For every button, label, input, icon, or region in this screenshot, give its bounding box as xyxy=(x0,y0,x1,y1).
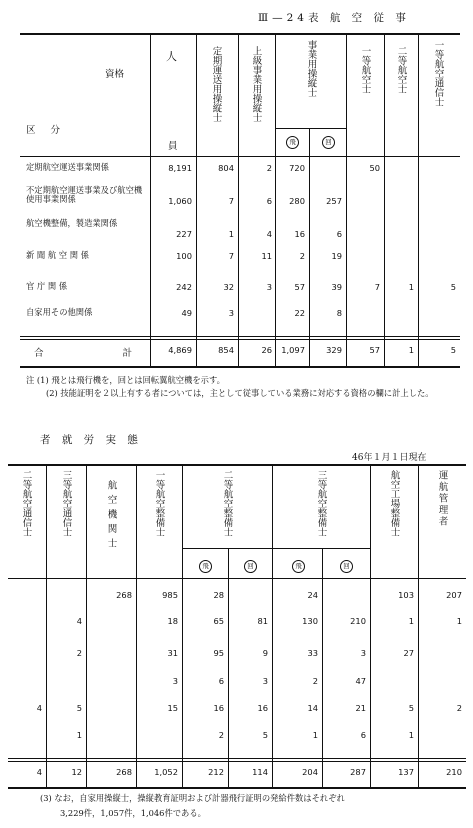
rotorcraft-circle-icon: 回 xyxy=(244,560,257,573)
total-cell: 287 xyxy=(350,767,366,777)
row-label: 新 聞 航 空 関 係 xyxy=(26,250,89,260)
total-cell: 26 xyxy=(261,345,272,355)
table-cell: 6 xyxy=(266,196,272,206)
col-header-kojo-seibi: 航空工場整備士 xyxy=(388,470,400,537)
table-cell: 19 xyxy=(331,251,342,261)
table-cell: 16 xyxy=(213,703,224,713)
bottom-top-rule xyxy=(8,464,466,466)
table-cell: 6 xyxy=(218,676,224,686)
table-cell: 3 xyxy=(172,676,178,686)
total-cell: 5 xyxy=(450,345,456,355)
table-cell: 280 xyxy=(289,196,305,206)
table-cell: 2 xyxy=(218,730,224,740)
table-cell: 242 xyxy=(176,282,192,292)
col-divider xyxy=(86,464,87,787)
subheader-rule xyxy=(182,548,370,549)
col-header-nitou-seibi: 二等航空整備士 xyxy=(221,470,233,537)
table-cell: 16 xyxy=(257,703,268,713)
total-cell: 57 xyxy=(369,345,380,355)
total-cell: 1,052 xyxy=(154,767,178,777)
col-header-jigyo: 事業用操縦士 xyxy=(305,40,317,97)
total-cell: 212 xyxy=(208,767,224,777)
row-label: 不定期航空運送事業及び航空機使用事業関係 xyxy=(26,185,143,204)
bottom-total-rule-1 xyxy=(8,758,466,759)
row-header-bottom: 区 分 xyxy=(26,125,67,136)
table-cell: 14 xyxy=(307,703,318,713)
header-rule xyxy=(20,156,460,157)
table-cell: 1 xyxy=(228,229,234,239)
note-2: (2) 技能証明を２以上有する者については，主として従事している業務に対応する資格の欄に計上した。 xyxy=(46,388,434,398)
table-cell: 18 xyxy=(167,616,178,626)
table-cell: 985 xyxy=(162,590,178,600)
table-cell: 1 xyxy=(408,730,414,740)
table-cell: 103 xyxy=(398,590,414,600)
table-cell: 1 xyxy=(408,282,414,292)
table-cell: 22 xyxy=(294,308,305,318)
total-cell: 210 xyxy=(446,767,462,777)
col-header-santou-seibi: 三等航空整備士 xyxy=(315,470,327,537)
col-header-ittou-tsushin: 一等航空通信士 xyxy=(432,40,444,107)
col-divider xyxy=(182,464,183,787)
table-cell: 9 xyxy=(262,648,268,658)
col-people-top: 人 xyxy=(166,50,177,63)
top-rule xyxy=(20,33,460,35)
table-cell: 130 xyxy=(302,616,318,626)
total-cell: 268 xyxy=(116,767,132,777)
col-divider xyxy=(322,548,323,787)
airplane-circle-icon: 飛 xyxy=(286,136,299,149)
col-header-nitou-koku: 二等航空士 xyxy=(395,46,407,94)
table-cell: 804 xyxy=(218,163,234,173)
table-cell: 210 xyxy=(350,616,366,626)
total-cell: 114 xyxy=(252,767,268,777)
col-header-nitou-tsushin: 二等航空通信士 xyxy=(20,470,32,537)
table-cell: 2 xyxy=(456,703,462,713)
total-cell: 1,097 xyxy=(281,345,305,355)
col-header-ittou-koku: 一等航空士 xyxy=(359,46,371,94)
total-cell: 4,869 xyxy=(168,345,192,355)
subheader-rule xyxy=(275,128,346,129)
table-cell: 257 xyxy=(326,196,342,206)
table-cell: 32 xyxy=(223,282,234,292)
table-cell: 7 xyxy=(228,196,234,206)
col-divider xyxy=(346,33,347,366)
table-cell: 100 xyxy=(176,251,192,261)
note-1: 注 (1) 飛とは飛行機を，回とは回転翼航空機を示す。 xyxy=(26,375,225,385)
table-cell: 2 xyxy=(266,163,272,173)
table-cell: 33 xyxy=(307,648,318,658)
col-divider xyxy=(136,464,137,787)
row-label: 官 庁 関 係 xyxy=(26,281,68,291)
table-cell: 4 xyxy=(36,703,42,713)
total-cell: 854 xyxy=(218,345,234,355)
bottom-bottom-rule xyxy=(8,787,466,789)
table-cell: 5 xyxy=(76,703,82,713)
table-cell: 1 xyxy=(312,730,318,740)
table-cell: 28 xyxy=(213,590,224,600)
total-cell: 137 xyxy=(398,767,414,777)
col-header-santou-tsushin: 三等航空通信士 xyxy=(60,470,72,537)
table-cell: 21 xyxy=(355,703,366,713)
rotorcraft-circle-icon: 回 xyxy=(340,560,353,573)
col-header-kikanshi: 航空機関士 xyxy=(105,480,117,553)
table-cell: 7 xyxy=(228,251,234,261)
airplane-circle-icon: 飛 xyxy=(292,560,305,573)
col-divider xyxy=(370,464,371,787)
table-cell: 1 xyxy=(456,616,462,626)
col-divider xyxy=(384,33,385,366)
airplane-circle-icon: 飛 xyxy=(199,560,212,573)
col-divider xyxy=(228,548,229,787)
col-header-unko-kanri: 運航管理者 xyxy=(436,470,448,528)
table-cell: 39 xyxy=(331,282,342,292)
bottom-total-rule-2 xyxy=(8,761,466,762)
table-cell: 16 xyxy=(294,229,305,239)
table-cell: 24 xyxy=(307,590,318,600)
col-header-teiki: 定期運送用操縦士 xyxy=(210,46,222,122)
table-cell: 2 xyxy=(312,676,318,686)
col-divider xyxy=(272,464,273,787)
table-cell: 1 xyxy=(76,730,82,740)
col-header-jokyu: 上級事業用操縦士 xyxy=(250,46,262,122)
table-cell: 3 xyxy=(266,282,272,292)
table-cell: 57 xyxy=(294,282,305,292)
row-label: 航空機整備，製造業関係 xyxy=(26,218,118,228)
table-cell: 49 xyxy=(181,308,192,318)
bottom-header-rule xyxy=(8,578,466,579)
table-cell: 15 xyxy=(167,703,178,713)
table-cell: 8 xyxy=(336,308,342,318)
table-cell: 5 xyxy=(450,282,456,292)
total-label: 合 計 xyxy=(34,348,171,359)
table-cell: 3 xyxy=(262,676,268,686)
row-header-top: 資格 xyxy=(105,69,125,80)
total-rule-2 xyxy=(20,339,460,340)
total-rule-1 xyxy=(20,336,460,337)
rotorcraft-circle-icon: 回 xyxy=(322,136,335,149)
table-cell: 6 xyxy=(360,730,366,740)
total-cell: 329 xyxy=(326,345,342,355)
table-cell: 2 xyxy=(299,251,305,261)
col-divider xyxy=(418,464,419,787)
table-cell: 3 xyxy=(360,648,366,658)
total-cell: 204 xyxy=(302,767,318,777)
table-cell: 27 xyxy=(403,648,414,658)
table-cell: 81 xyxy=(257,616,268,626)
table-cell: 5 xyxy=(262,730,268,740)
bottom-rule xyxy=(20,366,460,368)
as-of-date: 46年１月１日現在 xyxy=(352,453,427,463)
table-cell: 31 xyxy=(167,648,178,658)
row-label: 自家用その他関係 xyxy=(26,307,93,317)
total-cell: 4 xyxy=(36,767,42,777)
table-cell: 268 xyxy=(116,590,132,600)
footnote-3b: 3,229件，1,057件，1,046件である。 xyxy=(60,808,206,818)
table-cell: 227 xyxy=(176,229,192,239)
row-label: 定期航空運送事業関係 xyxy=(26,162,109,172)
table-cell: 11 xyxy=(261,251,272,261)
table-cell: 3 xyxy=(228,308,234,318)
table-cell: 4 xyxy=(266,229,272,239)
table-title: Ⅲ—24表 航 空 従 事 xyxy=(258,12,410,24)
table-cell: 720 xyxy=(289,163,305,173)
bottom-title: 者 就 労 実 態 xyxy=(40,434,142,446)
table-cell: 5 xyxy=(408,703,414,713)
table-cell: 1 xyxy=(408,616,414,626)
table-cell: 47 xyxy=(355,676,366,686)
total-cell: 12 xyxy=(71,767,82,777)
table-cell: 8,191 xyxy=(168,163,192,173)
footnote-3a: (3) なお，自家用操縦士，操縦教育証明および計器飛行証明の発給件数はそれぞれ xyxy=(40,793,345,803)
table-cell: 6 xyxy=(336,229,342,239)
table-cell: 65 xyxy=(213,616,224,626)
table-cell: 207 xyxy=(446,590,462,600)
table-cell: 95 xyxy=(213,648,224,658)
col-divider xyxy=(309,128,310,366)
table-cell: 2 xyxy=(76,648,82,658)
total-cell: 1 xyxy=(408,345,414,355)
col-divider xyxy=(418,33,419,366)
table-cell: 4 xyxy=(76,616,82,626)
table-cell: 50 xyxy=(369,163,380,173)
table-cell: 1,060 xyxy=(168,196,192,206)
col-header-ittou-seibi: 一等航空整備士 xyxy=(153,470,165,537)
col-people-bottom: 員 xyxy=(168,141,178,152)
table-cell: 7 xyxy=(374,282,380,292)
